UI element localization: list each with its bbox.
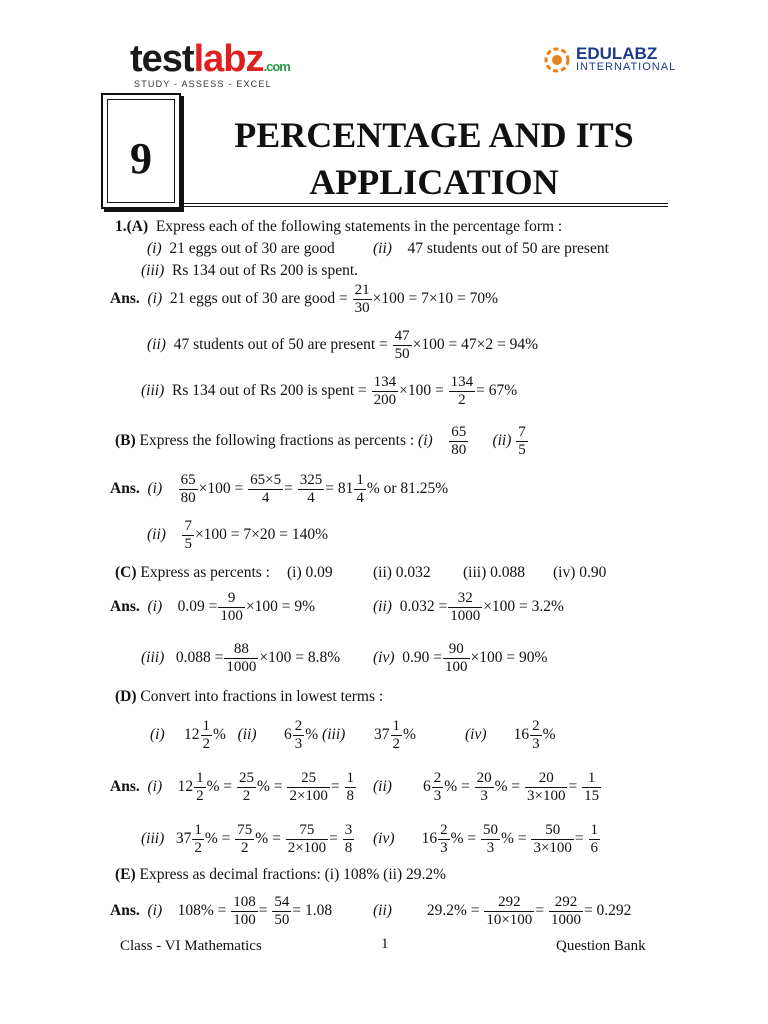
testlabz-logo <box>130 38 290 89</box>
answer-text: 0.09 = <box>177 598 218 616</box>
numerator: 25 <box>287 770 329 788</box>
chapter-number-box <box>101 93 181 209</box>
mixed-whole: 37 <box>374 726 390 744</box>
fraction <box>589 822 601 857</box>
answer-1d-iv: (iv) 16 $\frac{2}{3}$ % = $\frac{50}{3}$ % = $\frac{50}{3\times 100}$ = $\frac{1}{6}$ <box>373 822 599 856</box>
denominator: 3 <box>532 735 540 752</box>
answer-text: 0.088 = <box>175 649 224 667</box>
answer-1c-i: Ans. (i) 0.09 = $\frac{9}{100}$ ×100 = 9% <box>110 590 316 624</box>
logo-part-2: labz <box>193 38 264 80</box>
mixed-whole: 16 <box>513 726 530 744</box>
edulabz-subtitle: INTERNATIONAL <box>576 61 677 73</box>
fraction <box>287 770 329 805</box>
answer-result: ×100 = 47×2 = 94% <box>412 336 539 354</box>
answer-label: Ans. <box>110 778 140 796</box>
answer-1e-i: Ans. (i) 108% = $\frac{108}{100}$ = $\frac{54}{50}$ = 1.08 <box>110 894 333 928</box>
numerator: 325 <box>299 472 323 488</box>
question-label: (C) <box>115 564 137 581</box>
numerator: 75 <box>286 822 328 840</box>
answer-text: 29.2% = <box>426 902 480 920</box>
fraction <box>272 894 291 929</box>
title-divider-2 <box>181 206 668 207</box>
question-label: (D) <box>115 688 137 705</box>
fraction <box>182 518 194 553</box>
answer-result: = 67% <box>476 382 518 400</box>
edulabz-emblem-icon <box>543 44 571 76</box>
question-prompt: Express as decimal fractions: <box>139 866 321 883</box>
denominator: 3×100 <box>527 787 566 804</box>
fraction <box>192 822 204 857</box>
question-1d-item-ii: 6 $\frac{2}{3}$ % (iii) <box>284 718 346 752</box>
fraction <box>343 822 355 857</box>
fraction <box>443 641 470 676</box>
numerator: 47 <box>394 328 410 344</box>
denominator: 2 <box>458 391 466 408</box>
question-1c-item-ii: (ii) 0.032 <box>373 564 431 581</box>
answer-1c-iii: (iii) 0.088 = $\frac{88}{1000}$ ×100 = 8.8% <box>141 641 341 675</box>
denominator: 5 <box>184 535 192 552</box>
answer-1d-iii: (iii) 37 $\frac{1}{2}$ % = $\frac{75}{2}$ % = $\frac{75}{2\times 100}$ = $\frac{3}{8}$ <box>141 822 353 856</box>
fraction <box>432 770 444 805</box>
denominator: 4 <box>356 489 364 506</box>
numerator: 2 <box>440 822 448 838</box>
edulabz-logo <box>543 44 676 73</box>
fraction <box>293 718 305 753</box>
numerator: 65×5 <box>250 472 282 488</box>
answer-label: Ans. <box>110 290 140 308</box>
mixed-whole: 37 <box>175 830 192 848</box>
denominator: 3 <box>433 787 442 804</box>
question-1d <box>115 688 383 706</box>
fraction <box>179 472 198 507</box>
numerator: 50 <box>483 822 499 838</box>
fraction <box>391 718 403 753</box>
chapter-title-line2: APPLICATION <box>309 162 559 202</box>
numerator: 7 <box>518 424 526 440</box>
answer-result: % or 81.25% <box>366 480 449 498</box>
numerator: 25 <box>239 770 255 786</box>
question-1a-items-3 <box>141 262 358 280</box>
denominator: 1000 <box>450 607 481 624</box>
numerator: 20 <box>476 770 492 786</box>
numerator: 20 <box>525 770 567 788</box>
answer-text: 0.032 = <box>399 598 448 616</box>
answer-mid: ×100 = <box>399 382 444 400</box>
question-1a-items-2 <box>373 240 609 258</box>
answer-mid: = 81 <box>325 480 354 498</box>
fraction <box>449 424 468 459</box>
footer-right: Question Bank <box>556 938 646 954</box>
denominator: 30 <box>354 299 370 316</box>
edulabz-name: EDULABZ <box>576 44 658 63</box>
denominator: 50 <box>394 345 410 362</box>
page-number: 1 <box>381 936 389 952</box>
numerator: 1 <box>356 472 364 488</box>
numerator: 2 <box>433 770 442 786</box>
numerator: 3 <box>344 822 353 838</box>
denominator: 2 <box>242 787 251 804</box>
fraction <box>218 590 245 625</box>
numerator: 90 <box>443 641 470 659</box>
logo-suffix: .com <box>263 59 290 74</box>
denominator: 3 <box>480 787 488 804</box>
answer-1c-iv: (iv) 0.90 = $\frac{90}{100}$ ×100 = 90% <box>373 641 548 675</box>
fraction <box>231 894 258 929</box>
answer-result: ×100 = 9% <box>245 598 316 616</box>
numerator: 88 <box>224 641 258 659</box>
answer-label: Ans. <box>110 480 140 498</box>
question-prompt: Express as percents : <box>140 564 270 581</box>
question-prompt: Convert into fractions in lowest terms : <box>140 688 384 705</box>
fraction <box>549 894 583 929</box>
answer-text: 21 eggs out of 30 are good = <box>169 290 348 308</box>
question-1b <box>115 424 529 459</box>
denominator: 200 <box>373 391 397 408</box>
denominator: 6 <box>590 839 599 856</box>
fraction <box>475 770 494 805</box>
denominator: 4 <box>307 489 315 506</box>
denominator: 2 <box>202 735 211 752</box>
question-1e <box>115 866 446 884</box>
mixed-whole: 6 <box>284 726 292 744</box>
answer-result: = 1.08 <box>292 902 333 920</box>
answer-mid: ×100 = <box>198 480 244 498</box>
answer-1d-i: Ans. (i) 12 $\frac{1}{2}$ % = $\frac{25}{2}$ % = $\frac{25}{2\times 100}$ = $\frac{1}{8}$ <box>110 770 355 804</box>
denominator: 4 <box>261 489 270 506</box>
denominator: 2 <box>392 735 400 752</box>
numerator: 1 <box>196 770 204 786</box>
fraction <box>248 472 283 507</box>
fraction <box>353 282 372 317</box>
denominator: 1000 <box>226 658 257 675</box>
numerator: 7 <box>184 518 192 534</box>
fraction <box>448 590 482 625</box>
answer-text: 108% = <box>177 902 227 920</box>
question-items: (i) 108% (ii) 29.2% <box>324 866 447 883</box>
denominator: 10×100 <box>486 911 533 928</box>
item-text: 47 students out of 50 are present <box>407 240 609 257</box>
answer-1d-ii: (ii) 6 $\frac{2}{3}$ % = $\frac{20}{3}$ % = $\frac{20}{3\times 100}$ = $\frac{1}{15}$ <box>373 770 600 804</box>
question-1d-items: (i) 12 $\frac{1}{2}$ % (ii) <box>150 718 257 752</box>
item-text: Rs 134 out of Rs 200 is spent. <box>172 262 359 279</box>
fraction <box>449 374 476 409</box>
denominator: 8 <box>346 787 355 804</box>
denominator: 3 <box>294 735 303 752</box>
numerator: 2 <box>532 718 540 734</box>
mixed-whole: 12 <box>184 726 200 744</box>
answer-result: ×100 = 8.8% <box>259 649 341 667</box>
item-mark: (i) <box>418 432 433 450</box>
answer-result: ×100 = 7×20 = 140% <box>194 526 329 544</box>
fraction <box>516 424 528 459</box>
numerator: 134 <box>450 374 474 390</box>
answer-1e-ii: (ii) 29.2% = $\frac{292}{10\times 100}$ = $\frac{292}{1000}$ = 0.292 <box>373 894 632 928</box>
denominator: 100 <box>445 658 468 675</box>
logo-tagline: STUDY - ASSESS - EXCEL <box>134 79 272 89</box>
question-1a <box>115 218 562 236</box>
chapter-number: 9 <box>130 134 152 183</box>
denominator: 50 <box>274 911 290 928</box>
fraction <box>298 472 325 507</box>
question-label: 1.(A) <box>115 218 149 235</box>
fraction <box>530 718 542 753</box>
denominator: 5 <box>518 441 526 458</box>
item-text: 21 eggs out of 30 are good <box>169 240 335 257</box>
chapter-title-line1: PERCENTAGE AND ITS <box>234 115 634 155</box>
fraction <box>393 328 412 363</box>
numerator: 108 <box>233 894 256 910</box>
fraction <box>201 718 213 753</box>
fraction <box>345 770 357 805</box>
fraction <box>354 472 366 507</box>
numerator: 1 <box>590 822 599 838</box>
item-mark: (ii) <box>373 240 392 257</box>
question-1c-item-i: (i) 0.09 <box>287 564 333 581</box>
denominator: 2 <box>196 787 204 804</box>
fraction <box>582 770 601 805</box>
fraction <box>484 894 534 929</box>
answer-text: 0.90 = <box>402 649 443 667</box>
fraction <box>481 822 500 857</box>
fraction <box>531 822 573 857</box>
fraction <box>237 770 256 805</box>
numerator: 9 <box>218 590 245 608</box>
denominator: 8 <box>344 839 353 856</box>
denominator: 2 <box>241 839 249 856</box>
numerator: 1 <box>346 770 355 786</box>
answer-1a-ii: (ii) 47 students out of 50 are present = $\frac{47}{50}$ ×100 = 47×2 = 94% <box>147 328 539 362</box>
question-prompt: Express each of the following statements in the percentage form : <box>155 218 563 235</box>
title-divider <box>181 203 668 204</box>
answer-1b-i: Ans. (i) $\frac{65}{80}$ ×100 = $\frac{65\times 5}{4}$ = $\frac{325}{4}$ = 81 $\frac{1}{4}$ % or 81.25% <box>110 472 449 506</box>
question-prompt: Express the following fractions as percents : <box>139 432 415 450</box>
denominator: 2×100 <box>289 787 328 804</box>
numerator: 1 <box>194 822 202 838</box>
numerator: 1 <box>202 718 211 734</box>
question-1c-item-iii: (iii) 0.088 <box>463 564 525 581</box>
answer-1a-iii: (iii) Rs 134 out of Rs 200 is spent = $\frac{134}{200}$ ×100 = $\frac{134}{2}$ = 67% <box>141 374 518 408</box>
answer-1c-ii: (ii) 0.032 = $\frac{32}{1000}$ ×100 = 3.2% <box>373 590 564 624</box>
answer-text: 47 students out of 50 are present = <box>173 336 388 354</box>
numerator: 1 <box>392 718 400 734</box>
mixed-whole: 12 <box>177 778 194 796</box>
denominator: 80 <box>180 489 196 506</box>
answer-1a-i: Ans. (i) 21 eggs out of 30 are good = $\frac{21}{30}$ ×100 = 7×10 = 70% <box>110 282 499 316</box>
answer-result: ×100 = 90% <box>470 649 548 667</box>
denominator: 1000 <box>550 911 581 928</box>
numerator: 1 <box>582 770 601 788</box>
question-1a-items <box>147 240 335 258</box>
denominator: 80 <box>451 441 467 458</box>
item-mark: (iii) <box>141 262 165 279</box>
numerator: 54 <box>274 894 290 910</box>
answer-1b-ii: (ii) $\frac{7}{5}$ ×100 = 7×20 = 140% <box>147 518 329 552</box>
item-mark: (i) <box>147 240 162 257</box>
answer-result: = 0.292 <box>583 902 632 920</box>
numerator: 134 <box>373 374 397 390</box>
fraction <box>194 770 206 805</box>
denominator: 15 <box>584 787 600 804</box>
question-1c-item-iv: (iv) 0.90 <box>553 564 607 581</box>
numerator: 65 <box>180 472 196 488</box>
fraction <box>224 641 258 676</box>
question-1c <box>115 564 270 582</box>
answer-label: Ans. <box>110 598 140 616</box>
denominator: 2×100 <box>287 839 327 856</box>
numerator: 2 <box>294 718 303 734</box>
item-mark: (ii) <box>492 432 512 450</box>
question-label: (B) <box>115 432 136 450</box>
fraction <box>438 822 450 857</box>
numerator: 50 <box>531 822 573 840</box>
logo-part-1: test <box>130 38 194 80</box>
question-1d-item-iii: 37 $\frac{1}{2}$ % <box>374 718 416 752</box>
numerator: 32 <box>448 590 482 608</box>
question-1d-item-iv: (iv) 16 $\frac{2}{3}$ % <box>465 718 556 752</box>
denominator: 100 <box>233 911 256 928</box>
numerator: 65 <box>451 424 467 440</box>
answer-result: ×100 = 7×10 = 70% <box>372 290 499 308</box>
footer-left: Class - VI Mathematics <box>120 938 262 954</box>
fraction <box>372 374 399 409</box>
answer-result: ×100 = 3.2% <box>483 598 564 616</box>
fraction <box>235 822 254 857</box>
mixed-whole: 16 <box>421 830 438 848</box>
denominator: 100 <box>220 607 243 624</box>
numerator: 292 <box>549 894 583 912</box>
denominator: 3 <box>486 839 495 856</box>
numerator: 292 <box>484 894 534 912</box>
numerator: 75 <box>237 822 253 838</box>
denominator: 3 <box>440 839 448 856</box>
fraction <box>525 770 567 805</box>
answer-text: Rs 134 out of Rs 200 is spent = <box>172 382 367 400</box>
denominator: 3×100 <box>533 839 572 856</box>
mixed-whole: 6 <box>422 778 431 796</box>
question-label: (E) <box>115 866 136 883</box>
denominator: 2 <box>194 839 202 856</box>
answer-label: Ans. <box>110 902 140 920</box>
fraction <box>286 822 328 857</box>
numerator: 21 <box>354 282 370 298</box>
